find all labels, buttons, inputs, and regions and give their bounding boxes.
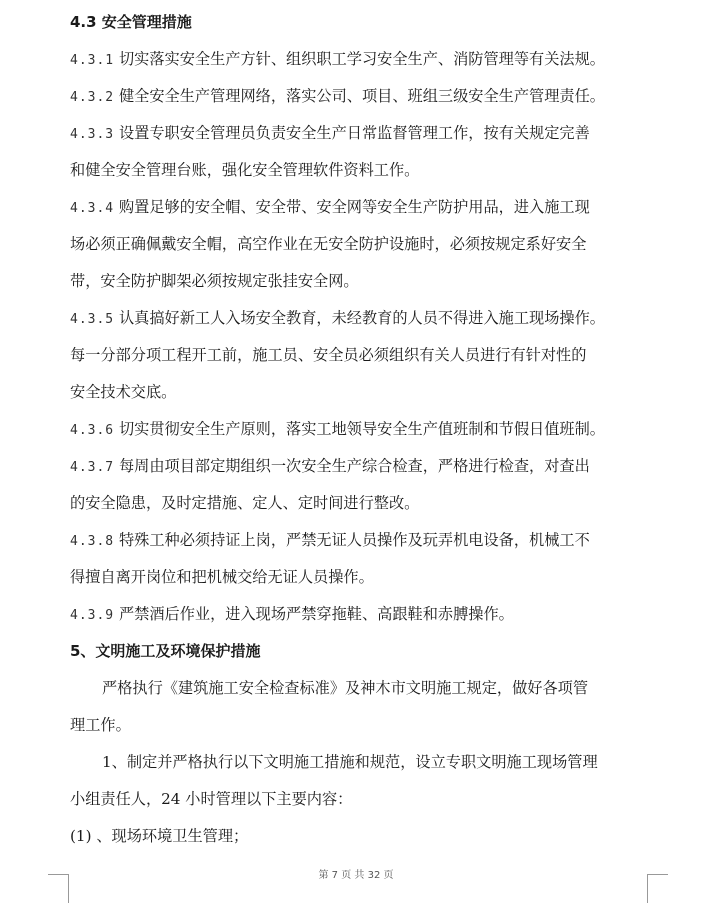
list-item (70, 300, 652, 337)
list-item (70, 448, 652, 485)
item-text: 设置专职安全管理员负责安全生产日常监督管理工作，按有关规定完善 (118, 124, 590, 142)
section-heading-5: 5、文明施工及环境保护措施 (70, 642, 261, 660)
paragraph-line: 理工作。 (70, 716, 131, 734)
item-text-continuation: 的安全隐患，及时定措施、定人、定时间进行整改。 (70, 494, 420, 512)
item-text-continuation: 安全技术交底。 (70, 383, 177, 401)
item-number: 4.3.3 (70, 127, 115, 142)
item-text-continuation: 得擅自离开岗位和把机械交给无证人员操作。 (70, 568, 374, 586)
list-item (70, 115, 652, 152)
paragraph-line: 严格执行《建筑施工安全检查标准》及神木市文明施工规定，做好各项管 (102, 679, 588, 697)
list-item (70, 596, 652, 633)
item-text-continuation: 每一分部分项工程开工前，施工员、安全员必须组织有关人员进行有针对性的 (70, 346, 587, 364)
item-text: 特殊工种必须持证上岗，严禁无证人员操作及玩弄机电设备，机械工不 (118, 531, 590, 549)
item-number: 4.3.5 (70, 312, 115, 327)
item-text-continuation: 和健全安全管理台账，强化安全管理软件资料工作。 (70, 161, 420, 179)
paragraph-line: 1、制定并严格执行以下文明施工措施和规范，设立专职文明施工现场管理 (102, 753, 598, 771)
item-text-continuation: 场必须正确佩戴安全帽，高空作业在无安全防护设施时，必须按规定系好安全 (70, 235, 587, 253)
item-text-continuation: 带，安全防护脚架必须按规定张挂安全网。 (70, 272, 359, 290)
item-number: 4.3.9 (70, 608, 115, 623)
item-number: 4.3.2 (70, 90, 115, 105)
list-item (70, 522, 652, 559)
item-text: 每周由项目部定期组织一次安全生产综合检查，严格进行检查，对查出 (118, 457, 590, 475)
item-number: 4.3.6 (70, 423, 115, 438)
item-number: 4.3.4 (70, 201, 115, 216)
paragraph-line: 小组责任人，24 小时管理以下主要内容： (70, 790, 353, 808)
item-number: 4.3.7 (70, 460, 115, 475)
sub-item: (1) 、现场环境卫生管理； (70, 827, 249, 845)
list-item (70, 411, 652, 448)
item-text: 严禁酒后作业，进入现场严禁穿拖鞋、高跟鞋和赤膊操作。 (118, 605, 514, 623)
document-body (70, 4, 652, 855)
item-text: 购置足够的安全帽、安全带、安全网等安全生产防护用品，进入施工现 (118, 198, 590, 216)
list-item (70, 41, 652, 78)
list-item (70, 78, 652, 115)
item-text: 切实落实安全生产方针、组织职工学习安全生产、消防管理等有关法规。 (118, 50, 605, 68)
page-footer: 第 7 页 共 32 页 (318, 870, 394, 881)
section-heading-4-3: 4.3 安全管理措施 (70, 13, 192, 31)
item-text: 切实贯彻安全生产原则，落实工地领导安全生产值班制和节假日值班制。 (118, 420, 605, 438)
list-item (70, 189, 652, 226)
item-text: 健全安全生产管理网络，落实公司、项目、班组三级安全生产管理责任。 (118, 87, 605, 105)
item-number: 4.3.1 (70, 53, 115, 68)
item-text: 认真搞好新工人入场安全教育，未经教育的人员不得进入施工现场操作。 (118, 309, 605, 327)
item-number: 4.3.8 (70, 534, 115, 549)
